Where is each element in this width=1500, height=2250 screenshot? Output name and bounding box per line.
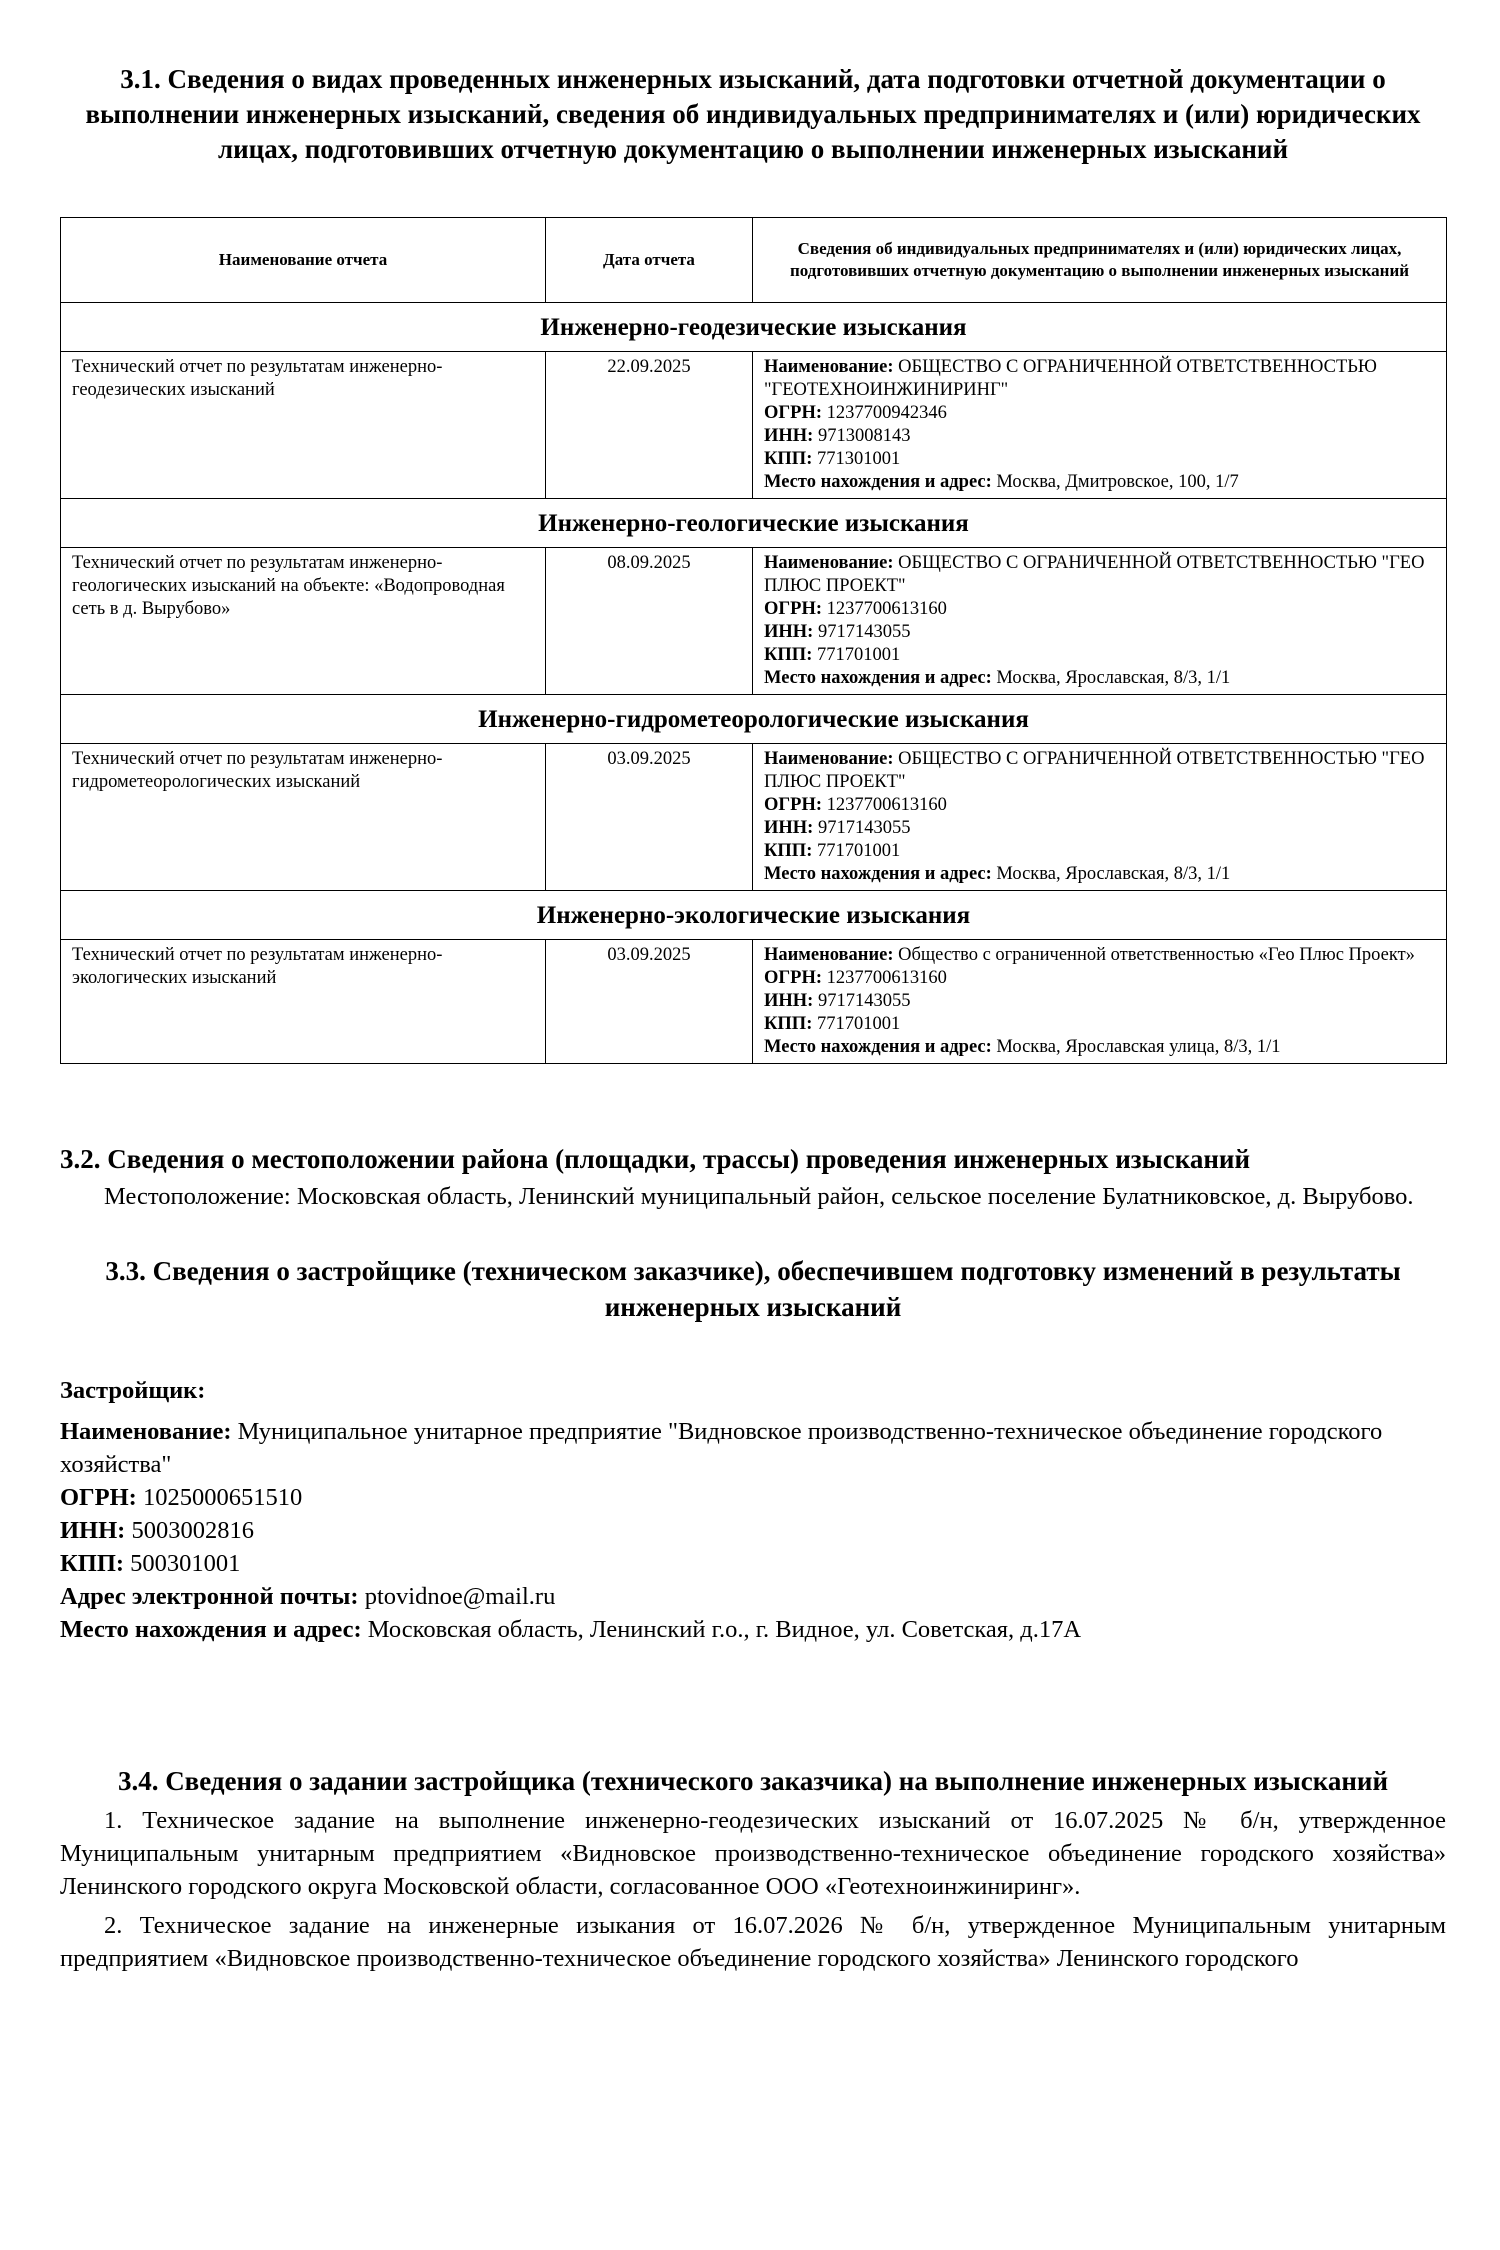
org-address: Москва, Ярославская улица, 8/3, 1/1	[996, 1037, 1281, 1057]
table-row	[61, 352, 1447, 499]
org-address: Москва, Ярославская, 8/3, 1/1	[996, 668, 1231, 688]
section-31-title: 3.1. Сведения о видах проведенных инженерных изысканий, дата подготовки отчетной документации о выполнении инженерных изысканий, сведения об индивидуальных предпринимателях и (или) юридических лицах, подготовивших отчетную документацию о выполнении инженерных изысканий	[85, 64, 1421, 164]
org-name: ОБЩЕСТВО С ОГРАНИЧЕННОЙ ОТВЕТСТВЕННОСТЬЮ "ГЕО ПЛЮС ПРОЕКТ"	[764, 553, 1425, 596]
report-name: Технический отчет по результатам инженерно-геодезических изысканий	[61, 352, 546, 499]
org-inn: 9713008143	[817, 426, 911, 446]
developer-label: Застройщик:	[60, 1377, 206, 1404]
developer-address: Московская область, Ленинский г.о., г. Видное, ул. Советская, д.17А	[367, 1616, 1082, 1643]
section-heading-row	[61, 303, 1447, 352]
developer-inn: 5003002816	[131, 1517, 254, 1544]
developer-email: ptovidnoe@mail.ru	[364, 1583, 556, 1610]
survey-type-heading: Инженерно-экологические изыскания	[61, 891, 1447, 940]
document-page	[60, 62, 1446, 1975]
table-row	[61, 744, 1447, 891]
contractor-info: Наименование: Общество с ограниченной ответственностью «Гео Плюс Проект» ОГРН: 1237700613160 ИНН: 9717143055 КПП: 771701001 Место нахождения и адрес: Москва, Ярославская улица, 8/3, 1/1	[753, 940, 1447, 1064]
report-date: 03.09.2025	[546, 744, 753, 891]
contractor-info: Наименование: ОБЩЕСТВО С ОГРАНИЧЕННОЙ ОТВЕТСТВЕННОСТЬЮ "ГЕОТЕХНОИНЖИНИРИНГ" ОГРН: 1237700942346 ИНН: 9713008143 КПП: 771301001 Место нахождения и адрес: Москва, Дмитровское, 100, 1/7	[753, 352, 1447, 499]
org-inn: 9717143055	[817, 991, 911, 1011]
org-ogrn: 1237700613160	[826, 599, 947, 619]
contractor-info: Наименование: ОБЩЕСТВО С ОГРАНИЧЕННОЙ ОТВЕТСТВЕННОСТЬЮ "ГЕО ПЛЮС ПРОЕКТ" ОГРН: 1237700613160 ИНН: 9717143055 КПП: 771701001 Место нахождения и адрес: Москва, Ярославская, 8/3, 1/1	[753, 744, 1447, 891]
org-name: ОБЩЕСТВО С ОГРАНИЧЕННОЙ ОТВЕТСТВЕННОСТЬЮ "ГЕОТЕХНОИНЖИНИРИНГ"	[764, 357, 1377, 400]
table-row	[61, 940, 1447, 1064]
section-heading-row	[61, 695, 1447, 744]
section-heading-row	[61, 891, 1447, 940]
org-inn: 9717143055	[817, 622, 911, 642]
org-address: Москва, Ярославская, 8/3, 1/1	[996, 864, 1231, 884]
report-name: Технический отчет по результатам инженерно-экологических изысканий	[61, 940, 546, 1064]
section-heading-row	[61, 499, 1447, 548]
org-kpp: 771701001	[816, 1014, 901, 1034]
developer-ogrn: 1025000651510	[142, 1484, 303, 1511]
org-name: ОБЩЕСТВО С ОГРАНИЧЕННОЙ ОТВЕТСТВЕННОСТЬЮ "ГЕО ПЛЮС ПРОЕКТ"	[764, 749, 1425, 792]
developer-name-label: Наименование:	[60, 1418, 232, 1445]
developer-kpp-label: КПП:	[60, 1550, 125, 1577]
survey-type-heading: Инженерно-геологические изыскания	[61, 499, 1447, 548]
org-address: Москва, Дмитровское, 100, 1/7	[996, 472, 1239, 492]
task-item: 2. Техническое задание на инженерные изыкания от 16.07.2026 № б/н, утвержденное Муниципальным унитарным предприятием «Видновское производственно-техническое объединение городского хозяйства» Ленинского городского	[60, 1912, 1446, 1972]
report-name: Технический отчет по результатам инженерно-геологических изысканий на объекте: «Водопроводная сеть в д. Вырубово»	[61, 548, 546, 695]
developer-block	[60, 1374, 1446, 1646]
org-kpp: 771701001	[816, 645, 901, 665]
table-row	[61, 548, 1447, 695]
developer-kpp: 500301001	[130, 1550, 241, 1577]
header-report-date: Дата отчета	[546, 218, 753, 303]
report-date: 03.09.2025	[546, 940, 753, 1064]
developer-ogrn-label: ОГРН:	[60, 1484, 137, 1511]
org-kpp: 771301001	[816, 449, 901, 469]
location-text: Местоположение: Московская область, Ленинский муниципальный район, сельское поселение Булатниковское, д. Вырубово.	[104, 1183, 1414, 1210]
org-inn: 9717143055	[817, 818, 911, 838]
survey-type-heading: Инженерно-гидрометеорологические изыскания	[61, 695, 1447, 744]
report-name: Технический отчет по результатам инженерно-гидрометеорологических изысканий	[61, 744, 546, 891]
table-header-row	[61, 218, 1447, 303]
report-date: 22.09.2025	[546, 352, 753, 499]
developer-inn-label: ИНН:	[60, 1517, 126, 1544]
header-contractor-info: Сведения об индивидуальных предпринимателях и (или) юридических лицах, подготовивших отчетную документацию о выполнении инженерных изысканий	[753, 218, 1447, 303]
org-name: Общество с ограниченной ответственностью «Гео Плюс Проект»	[898, 945, 1415, 965]
developer-email-label: Адрес электронной почты:	[60, 1583, 359, 1610]
section-34-title: 3.4. Сведения о задании застройщика (технического заказчика) на выполнение инженерных изысканий	[117, 1766, 1389, 1796]
org-kpp: 771701001	[816, 841, 901, 861]
header-report-name: Наименование отчета	[61, 218, 546, 303]
reports-table	[60, 217, 1447, 1064]
report-date: 08.09.2025	[546, 548, 753, 695]
survey-type-heading: Инженерно-геодезические изыскания	[61, 303, 1447, 352]
org-ogrn: 1237700613160	[826, 968, 947, 988]
developer-address-label: Место нахождения и адрес:	[60, 1616, 362, 1643]
section-33-title: 3.3. Сведения о застройщике (техническом заказчике), обеспечившем подготовку изменений в результаты инженерных изысканий	[105, 1256, 1401, 1322]
org-ogrn: 1237700942346	[826, 403, 947, 423]
org-ogrn: 1237700613160	[826, 795, 947, 815]
contractor-info: Наименование: ОБЩЕСТВО С ОГРАНИЧЕННОЙ ОТВЕТСТВЕННОСТЬЮ "ГЕО ПЛЮС ПРОЕКТ" ОГРН: 1237700613160 ИНН: 9717143055 КПП: 771701001 Место нахождения и адрес: Москва, Ярославская, 8/3, 1/1	[753, 548, 1447, 695]
section-32-title: 3.2. Сведения о местоположении района (площадки, трассы) проведения инженерных изысканий	[60, 1144, 1251, 1174]
task-item: 1. Техническое задание на выполнение инженерно-геодезических изысканий от 16.07.2025 № б/н, утвержденное Муниципальным унитарным предприятием «Видновское производственно-техническое объединение городского хозяйства» Ленинского городского округа Московской области, согласованное ООО «Геотехноинжиниринг».	[60, 1807, 1446, 1900]
developer-name: Муниципальное унитарное предприятие "Видновское производственно-техническое объединение городского хозяйства"	[60, 1418, 1383, 1478]
